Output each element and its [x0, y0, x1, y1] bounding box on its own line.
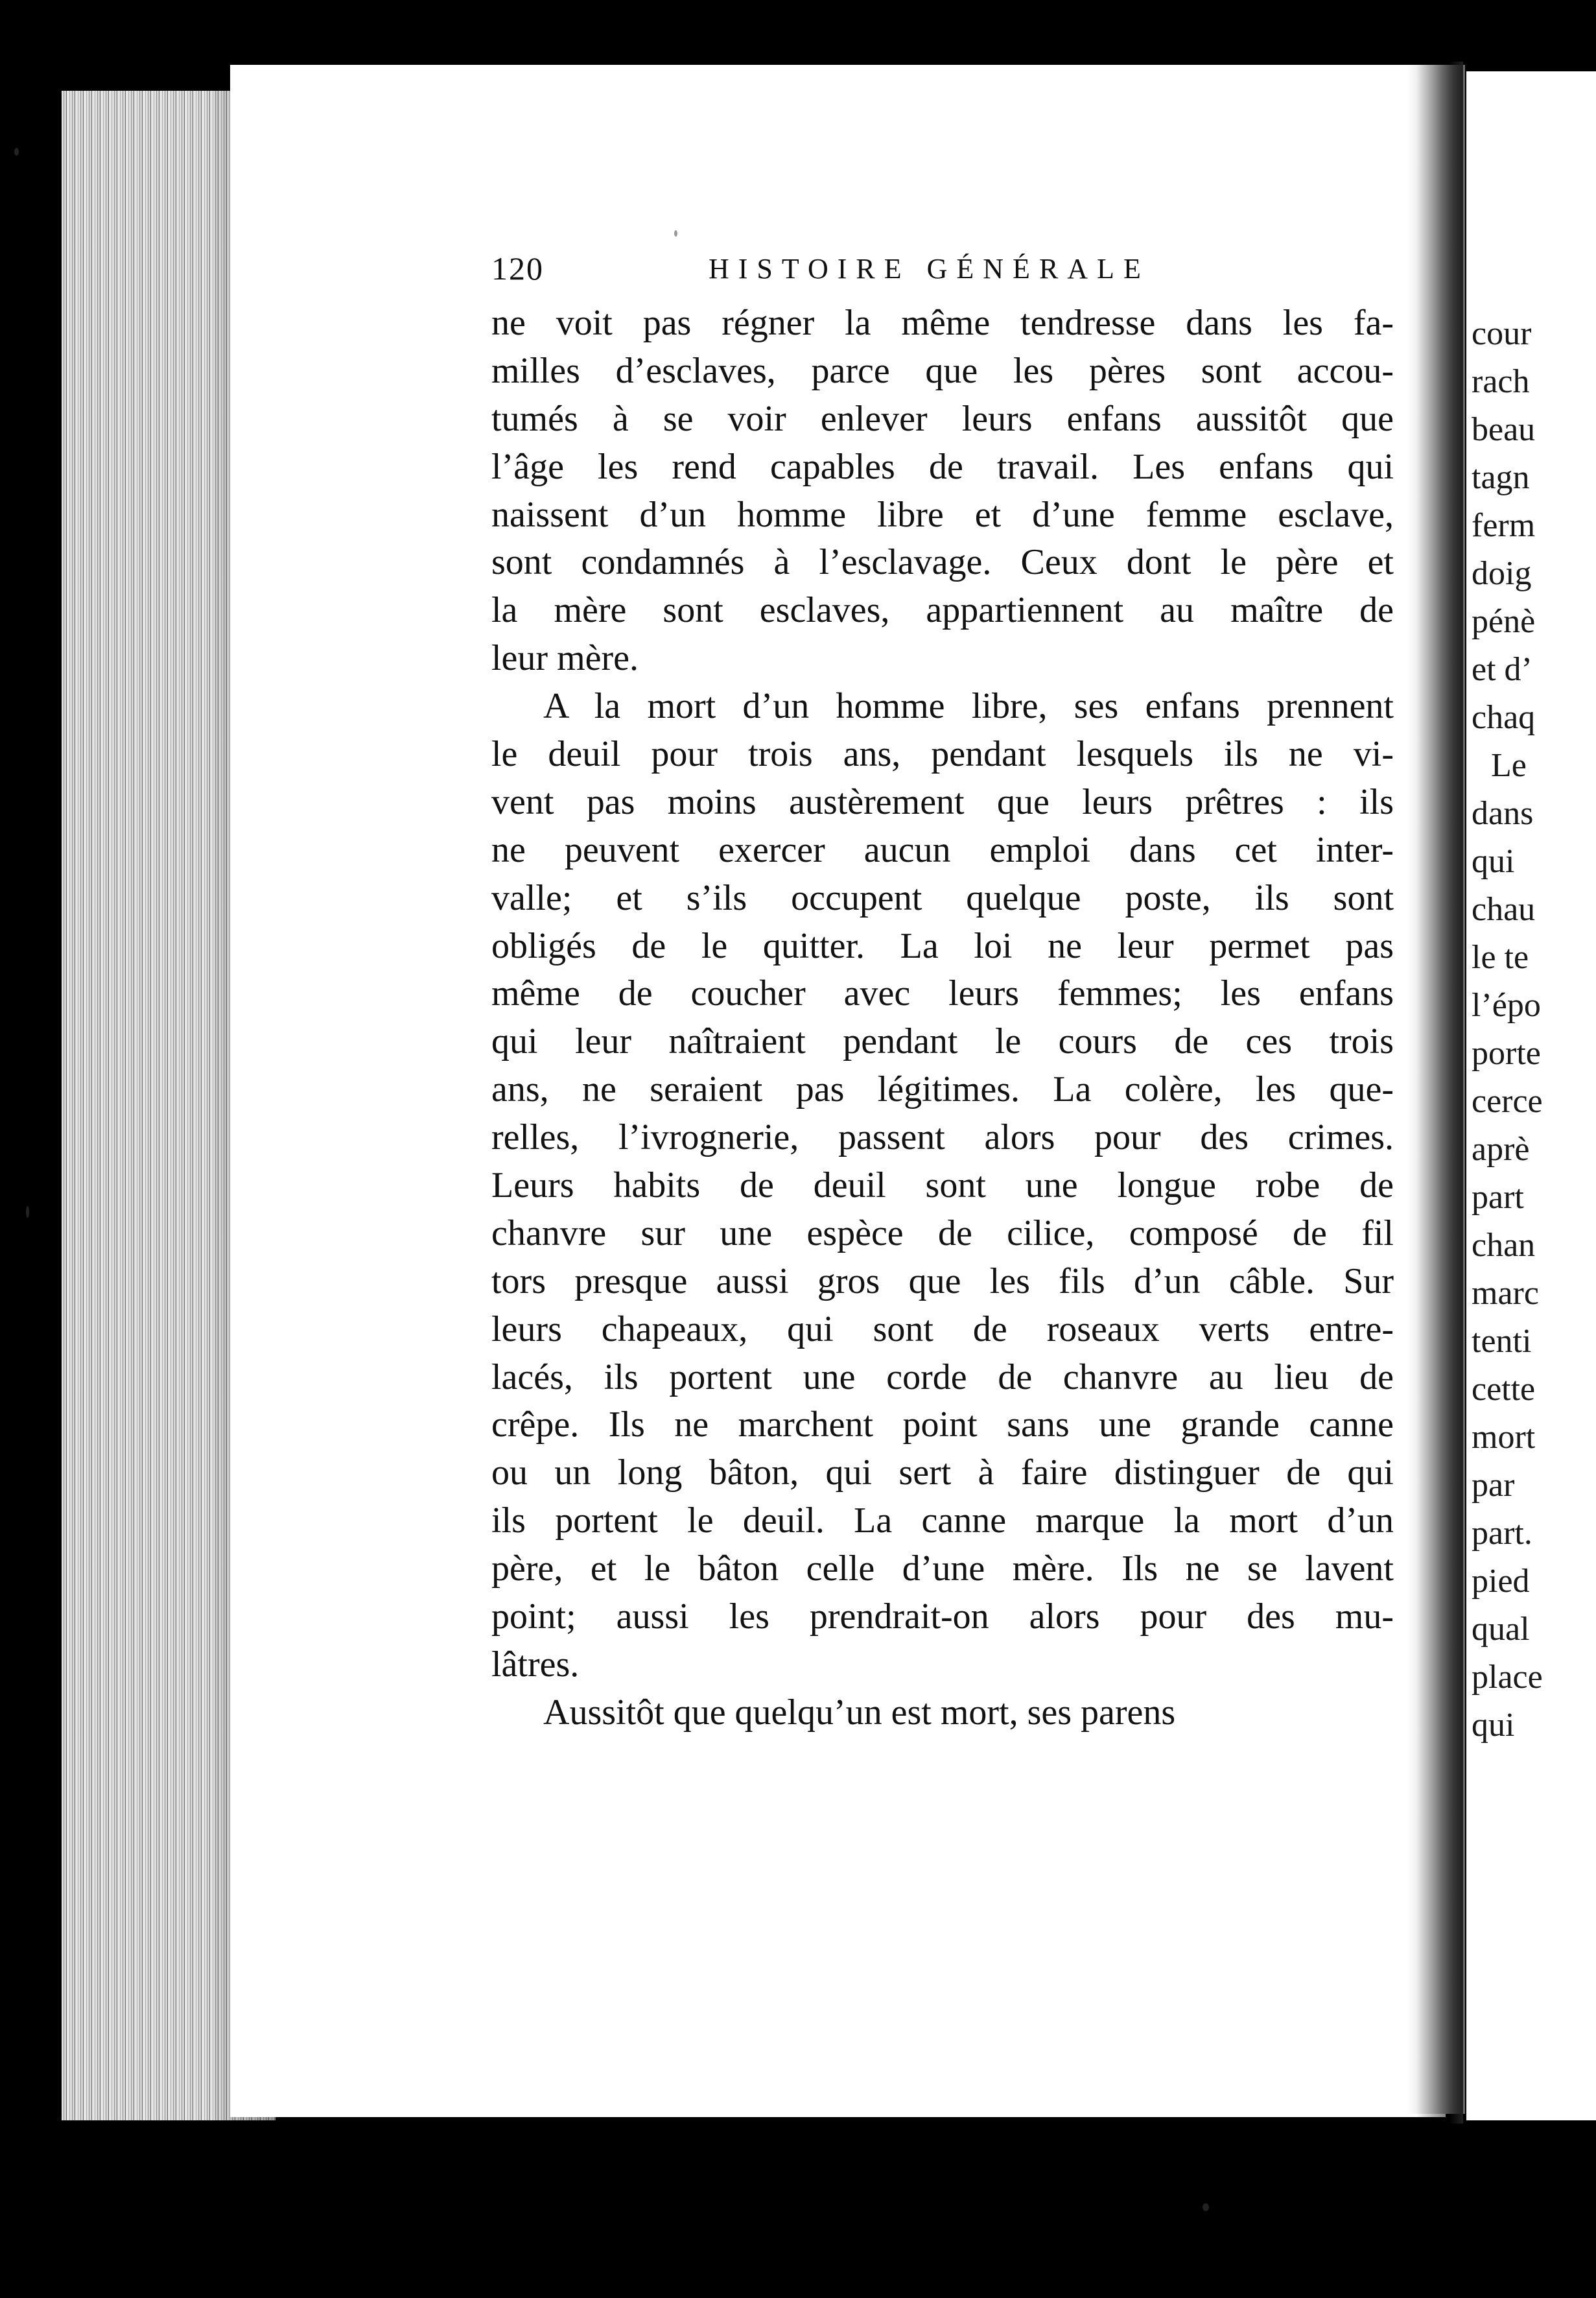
text-line: tumés à se voir enlever leurs enfans aussitôt que — [491, 398, 1394, 439]
facing-page-line: tenti — [1472, 1323, 1532, 1360]
facing-page-line: dans — [1472, 795, 1534, 832]
text-line: crêpe. Ils ne marchent point sans une grande canne — [491, 1404, 1394, 1445]
text-line: qui leur naîtraient pendant le cours de ces trois — [491, 1021, 1394, 1062]
scan-speck — [14, 148, 19, 156]
facing-page-line: tagn — [1472, 459, 1530, 496]
facing-page-line: cette — [1472, 1371, 1536, 1408]
scan-speck — [1203, 2203, 1209, 2211]
text-line: Aussitôt que quelqu’un est mort, ses parens — [543, 1692, 1176, 1733]
text-line: la mère sont esclaves, appartiennent au maître de — [491, 590, 1394, 631]
text-line: tors presque aussi gros que les fils d’un câble. Sur — [491, 1261, 1394, 1301]
page-number: 120 — [491, 250, 544, 287]
text-line: Leurs habits de deuil sont une longue robe de — [491, 1165, 1394, 1206]
scan-speck — [26, 1206, 29, 1218]
facing-page-line: pied — [1472, 1563, 1530, 1600]
facing-page-line: cour — [1472, 315, 1532, 352]
text-line: vent pas moins austèrement que leurs prêtres : ils — [491, 781, 1394, 822]
facing-page-line: rach — [1472, 363, 1530, 400]
facing-page-line: marc — [1472, 1275, 1539, 1312]
facing-page-line: chan — [1472, 1227, 1536, 1264]
running-head — [491, 250, 1386, 295]
facing-page-line: part — [1472, 1179, 1524, 1216]
facing-page-line: aprè — [1472, 1131, 1530, 1168]
facing-page-line: cerce — [1472, 1083, 1543, 1120]
facing-page-line: et d’ — [1472, 651, 1532, 688]
text-line: valle; et s’ils occupent quelque poste, ils sont — [491, 877, 1394, 918]
book-spine-shadow — [1416, 62, 1463, 2124]
text-line: milles d’esclaves, parce que les pères sont accou- — [491, 350, 1394, 391]
text-line: lâtres. — [491, 1644, 580, 1685]
facing-page — [1466, 71, 1596, 2120]
facing-page-line: part. — [1472, 1515, 1532, 1552]
facing-page-line: qui — [1472, 843, 1515, 880]
text-line: le deuil pour trois ans, pendant lesquels ils ne vi- — [491, 734, 1394, 775]
body-text — [491, 300, 1394, 1737]
text-line: A la mort d’un homme libre, ses enfans prennent — [543, 686, 1394, 727]
facing-page-line: l’épo — [1472, 987, 1541, 1024]
text-line: point; aussi les prendrait-on alors pour des mu- — [491, 1596, 1394, 1637]
facing-page-line: ferm — [1472, 507, 1536, 544]
text-line: leurs chapeaux, qui sont de roseaux verts entre- — [491, 1309, 1394, 1349]
facing-page-line: chau — [1472, 891, 1536, 928]
facing-page-line: pénè — [1472, 603, 1536, 640]
text-line: ans, ne seraient pas légitimes. La colère, les que- — [491, 1069, 1394, 1110]
text-line: obligés de le quitter. La loi ne leur permet pas — [491, 925, 1394, 966]
scan-speck — [674, 230, 677, 237]
facing-page-line: chaq — [1472, 699, 1536, 736]
text-line: lacés, ils portent une corde de chanvre au lieu de — [491, 1356, 1394, 1397]
text-line: ne voit pas régner la même tendresse dans les fa- — [491, 303, 1394, 343]
facing-page-line: le te — [1472, 939, 1529, 976]
text-line: chanvre sur une espèce de cilice, composé de fil — [491, 1213, 1394, 1253]
facing-page-line: qui — [1472, 1707, 1515, 1744]
text-line: même de coucher avec leurs femmes; les enfans — [491, 973, 1394, 1014]
text-line: sont condamnés à l’esclavage. Ceux dont le père et — [491, 542, 1394, 583]
facing-page-line: par — [1472, 1467, 1515, 1504]
text-line: l’âge les rend capables de travail. Les enfans qui — [491, 446, 1394, 487]
text-line: leur mère. — [491, 638, 639, 679]
text-line: ils portent le deuil. La canne marque la mort d’un — [491, 1500, 1394, 1541]
text-line: relles, l’ivrognerie, passent alors pour des crimes. — [491, 1117, 1394, 1158]
facing-page-line: porte — [1472, 1035, 1541, 1072]
text-line: ou un long bâton, qui sert à faire distinguer de qui — [491, 1452, 1394, 1493]
running-head-title: HISTOIRE GÉNÉRALE — [709, 253, 1150, 285]
facing-page-line: place — [1472, 1659, 1543, 1696]
facing-page-line: beau — [1472, 411, 1536, 448]
text-line: ne peuvent exercer aucun emploi dans cet inter- — [491, 829, 1394, 870]
facing-page-line: mort — [1472, 1419, 1536, 1456]
facing-page-line: doig — [1472, 555, 1532, 592]
text-line: naissent d’un homme libre et d’une femme esclave, — [491, 494, 1394, 535]
text-line: père, et le bâton celle d’une mère. Ils ne se lavent — [491, 1548, 1394, 1589]
facing-page-line: Le — [1491, 747, 1527, 784]
facing-page-line: qual — [1472, 1611, 1530, 1648]
